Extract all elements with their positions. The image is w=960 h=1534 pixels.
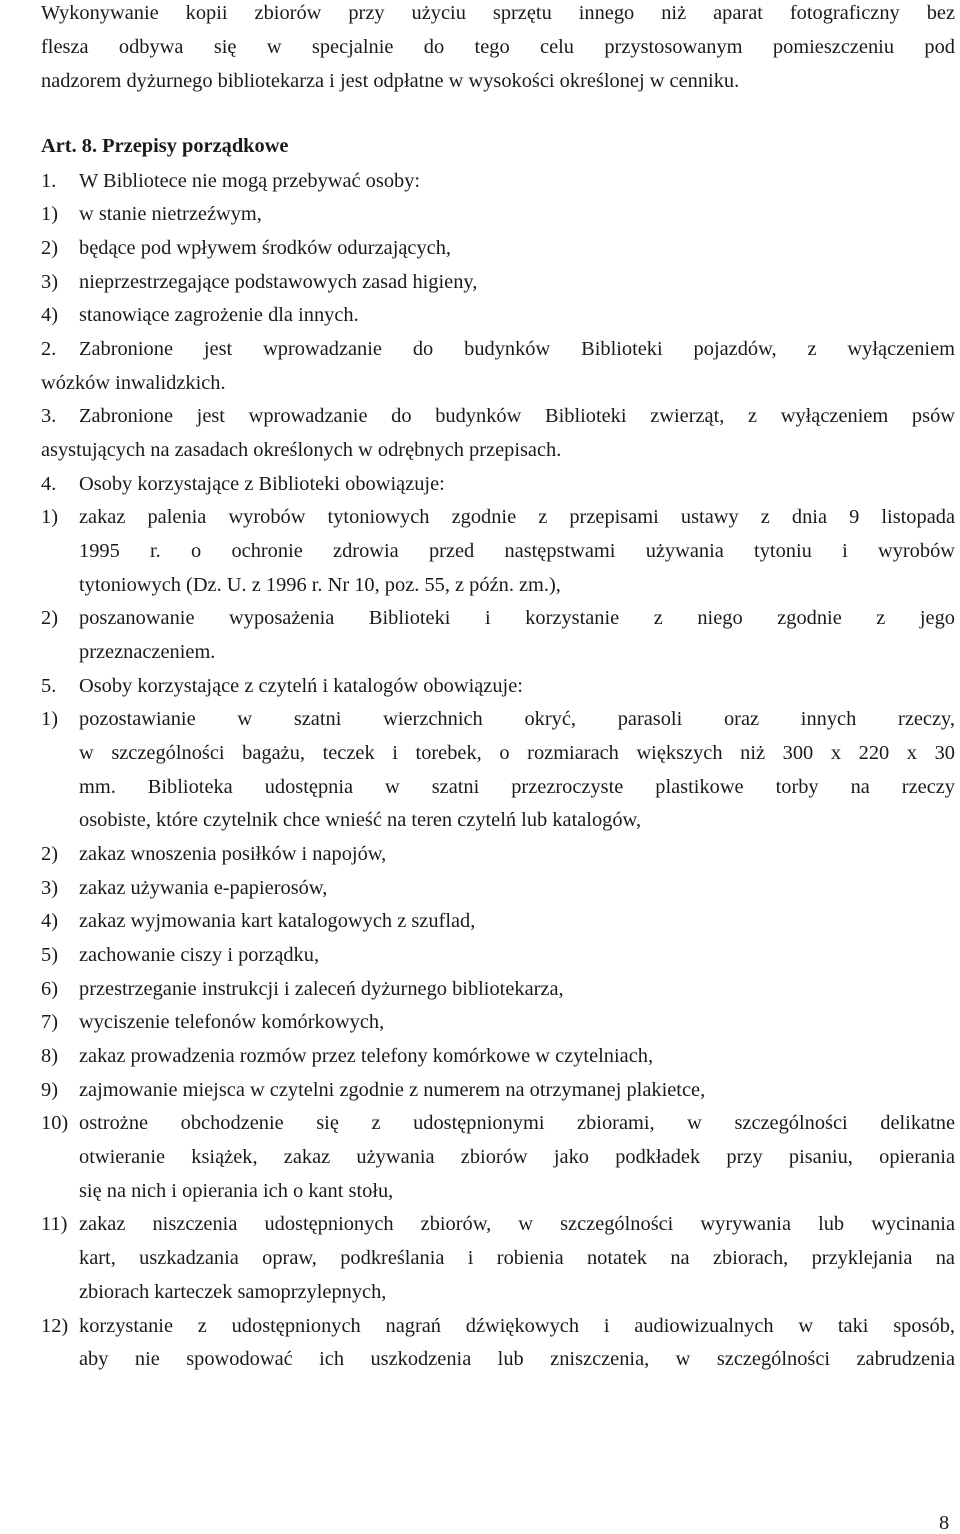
section-heading: Art. 8. Przepisy porządkowe xyxy=(41,135,289,157)
text-line: korzystanie z udostępnionych nagrań dźwiękowych i audiowizualnych w taki sposób, xyxy=(79,1315,955,1337)
text-line: zakaz wyjmowania kart katalogowych z szuflad, xyxy=(79,910,476,932)
item-number: 2. xyxy=(41,338,57,360)
text-line: nadzorem dyżurnego bibliotekarza i jest odpłatne w wysokości określonej w cenniku. xyxy=(41,70,740,92)
text-line: ostrożne obchodzenie się z udostępnionymi zbiorami, w szczególności delikatne xyxy=(79,1112,955,1134)
text-line: zakaz palenia wyrobów tytoniowych zgodnie z przepisami ustawy z dnia 9 listopada xyxy=(79,506,955,528)
text-line: w szczególności bagażu, teczek i torebek, o rozmiarach większych niż 300 x 220 x 30 xyxy=(79,742,955,764)
item-number: 1) xyxy=(41,708,58,730)
text-line: Zabronione jest wprowadzanie do budynków Biblioteki pojazdów, z wyłączeniem xyxy=(79,338,955,360)
text-line: poszanowanie wyposażenia Biblioteki i korzystanie z niego zgodnie z jego xyxy=(79,607,955,629)
text-line: tytoniowych (Dz. U. z 1996 r. Nr 10, poz. 55, z późn. zm.), xyxy=(79,574,561,596)
text-line: zbiorach karteczek samoprzylepnych, xyxy=(79,1281,387,1303)
text-line: Osoby korzystające z Biblioteki obowiązuje: xyxy=(79,473,445,495)
text-line: zajmowanie miejsca w czytelni zgodnie z numerem na otrzymanej plakietce, xyxy=(79,1079,706,1101)
item-number: 11) xyxy=(41,1213,68,1235)
text-line: Osoby korzystające z czytelń i katalogów obowiązuje: xyxy=(79,675,523,697)
item-number: 8) xyxy=(41,1045,58,1067)
text-line: przestrzeganie instrukcji i zaleceń dyżurnego bibliotekarza, xyxy=(79,978,564,1000)
text-line: flesza odbywa się w specjalnie do tego celu przystosowanym pomieszczeniu pod xyxy=(41,36,955,58)
text-line: nieprzestrzegające podstawowych zasad higieny, xyxy=(79,271,478,293)
item-number: 1) xyxy=(41,203,58,225)
text-line: zachowanie ciszy i porządku, xyxy=(79,944,320,966)
text-line: wózków inwalidzkich. xyxy=(41,372,226,394)
text-line: Zabronione jest wprowadzanie do budynków Biblioteki zwierząt, z wyłączeniem psów xyxy=(79,405,955,427)
item-number: 1) xyxy=(41,506,58,528)
item-number: 10) xyxy=(41,1112,69,1134)
item-number: 5. xyxy=(41,675,57,697)
text-line: zakaz prowadzenia rozmów przez telefony komórkowe w czytelniach, xyxy=(79,1045,654,1067)
text-line: asystujących na zasadach określonych w odrębnych przepisach. xyxy=(41,439,562,461)
text-line: wyciszenie telefonów komórkowych, xyxy=(79,1011,385,1033)
item-number: 4. xyxy=(41,473,57,495)
item-number: 2) xyxy=(41,237,58,259)
item-number: 3. xyxy=(41,405,57,427)
text-line: mm. Biblioteka udostępnia w szatni przezroczyste plastikowe torby na rzeczy xyxy=(79,776,955,798)
text-line: zakaz niszczenia udostępnionych zbiorów, w szczególności wyrywania lub wycinania xyxy=(79,1213,955,1235)
text-line: stanowiące zagrożenie dla innych. xyxy=(79,304,359,326)
text-line: otwieranie książek, zakaz używania zbiorów jako podkładek przy pisaniu, opierania xyxy=(79,1146,955,1168)
text-line: się na nich i opierania ich o kant stołu, xyxy=(79,1180,394,1202)
text-line: kart, uszkadzania opraw, podkreślania i robienia notatek na zbiorach, przyklejania na xyxy=(79,1247,955,1269)
item-number: 7) xyxy=(41,1011,58,1033)
text-line: będące pod wpływem środków odurzających, xyxy=(79,237,451,259)
item-number: 4) xyxy=(41,304,58,326)
item-number: 6) xyxy=(41,978,58,1000)
item-number: 1. xyxy=(41,170,57,192)
item-number: 5) xyxy=(41,944,58,966)
text-line: W Bibliotece nie mogą przebywać osoby: xyxy=(79,170,421,192)
text-line: w stanie nietrzeźwym, xyxy=(79,203,262,225)
item-number: 2) xyxy=(41,843,58,865)
text-line: pozostawianie w szatni wierzchnich okryć, parasoli oraz innych rzeczy, xyxy=(79,708,955,730)
item-number: 4) xyxy=(41,910,58,932)
text-line: 1995 r. o ochronie zdrowia przed następstwami używania tytoniu i wyrobów xyxy=(79,540,955,562)
item-number: 9) xyxy=(41,1079,58,1101)
item-number: 2) xyxy=(41,607,58,629)
text-line: aby nie spowodować ich uszkodzenia lub zniszczenia, w szczególności zabrudzenia xyxy=(79,1348,955,1370)
item-number: 3) xyxy=(41,877,58,899)
item-number: 12) xyxy=(41,1315,69,1337)
page-number: 8 xyxy=(939,1512,950,1534)
text-line: Wykonywanie kopii zbiorów przy użyciu sprzętu innego niż aparat fotograficzny bez xyxy=(41,2,955,24)
text-line: przeznaczeniem. xyxy=(79,641,216,663)
text-line: zakaz wnoszenia posiłków i napojów, xyxy=(79,843,387,865)
item-number: 3) xyxy=(41,271,58,293)
text-line: zakaz używania e-papierosów, xyxy=(79,877,328,899)
text-line: osobiste, które czytelnik chce wnieść na teren czytelń lub katalogów, xyxy=(79,809,642,831)
